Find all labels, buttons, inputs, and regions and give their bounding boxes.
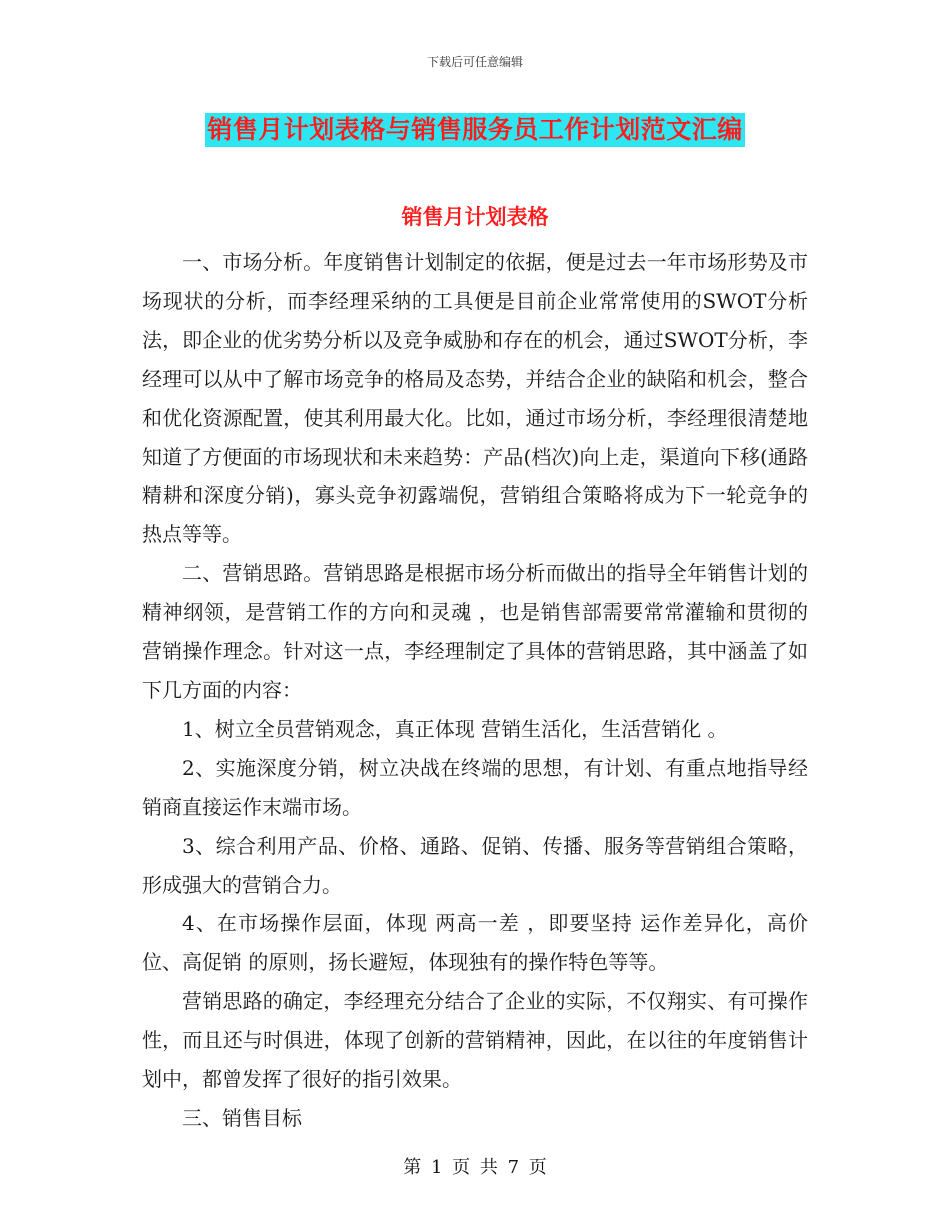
paragraph-item-1: 1、树立全员营销观念，真正体现 营销生活化，生活营销化 。	[182, 716, 728, 741]
paragraph-market-analysis: 一、市场分析。年度销售计划制定的依据，便是过去一年市场形势及市场现状的分析，而李经理采纳的工具便是目前企业常常使用的SWOT分析法，即企业的优劣势分析以及竞争威胁和存在的机会，通过SWOT分析，李经理可以从中了解市场竞争的格局及态势，并结合企业的缺陷和机会，整合和优化资源配置，使其利用最大化。比如，通过市场分析，李经理很清楚地知道了方便面的市场现状和未来趋势：产品(档次)向上走，渠道向下移(通路精耕和深度分销)，寡头竞争初露端倪，营销组合策略将成为下一轮竞争的热点等等。	[142, 250, 808, 547]
document-title	[0, 113, 950, 147]
document-title-text: 销售月计划表格与销售服务员工作计划范文汇编	[205, 113, 745, 147]
paragraph-summary: 营销思路的确定，李经理充分结合了企业的实际，不仅翔实、有可操作性，而且还与时俱进，体现了创新的营销精神，因此，在以往的年度销售计划中，都曾发挥了很好的指引效果。	[142, 989, 808, 1092]
paragraph-sales-target-heading: 三、销售目标	[182, 1105, 302, 1130]
paragraph-item-3: 3、综合利用产品、价格、通路、促销、传播、服务等营销组合策略，形成强大的营销合力。	[142, 833, 808, 897]
paragraph-item-4: 4、在市场操作层面，体现 两高一差 ，即要坚持 运作差异化，高价位、高促销 的原则，扬长避短，体现独有的操作特色等等。	[142, 911, 808, 975]
document-body	[142, 243, 808, 1138]
paragraph-marketing-ideas: 二、营销思路。营销思路是根据市场分析而做出的指导全年销售计划的 精神纲领，是营销工作的方向和灵魂 ，也是销售部需要常常灌输和贯彻的营销操作理念。针对这一点，李经理制定了具体的营销思路，其中涵盖了如下几方面的内容：	[142, 561, 808, 702]
page-footer: 第 1 页 共 7 页	[403, 1157, 547, 1178]
paragraph-item-2: 2、实施深度分销，树立决战在终端的思想，有计划、有重点地指导经销商直接运作末端市场。	[142, 755, 808, 819]
section-title: 销售月计划表格	[401, 205, 549, 229]
page-header-note: 下载后可任意编辑	[426, 55, 523, 69]
